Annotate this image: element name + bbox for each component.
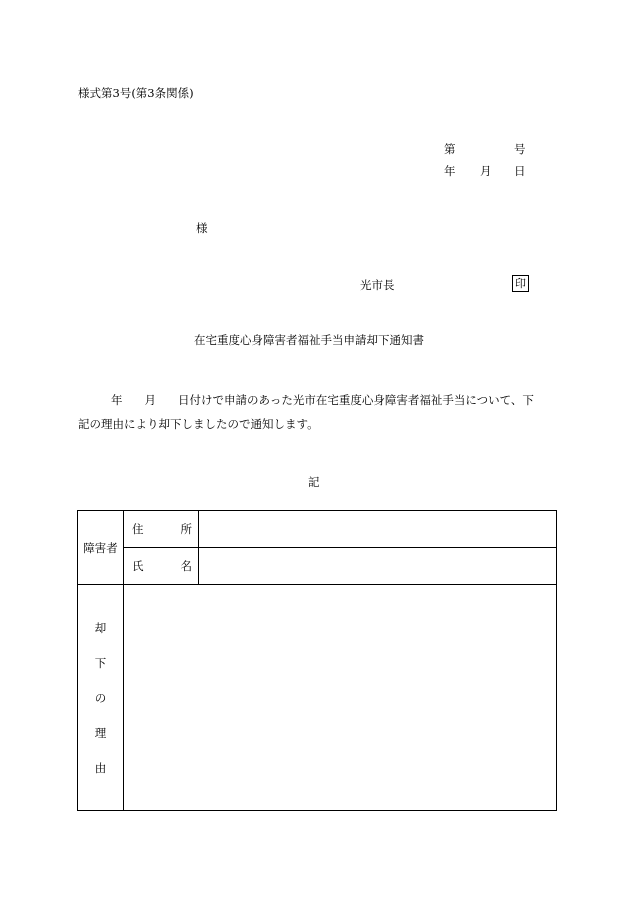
body-text-line-1 [111,392,534,408]
table-row [78,548,557,585]
document-number-suffix: 号 [514,142,526,156]
reason-value-cell[interactable] [124,585,557,811]
reason-label-char: 却 [94,620,107,635]
reason-label-char: の [94,690,107,705]
reason-label-cell [78,585,124,811]
applicant-table [77,510,557,811]
document-title: 在宅重度心身障害者福祉手当申請却下通知書 [194,333,424,347]
table-row [78,585,557,811]
addressee-suffix: 様 [196,221,208,235]
address-label-char: 住 [132,522,144,536]
body-month-label: 月 [144,393,156,407]
reason-label-char: 由 [94,760,107,775]
body-text-line-1-rest: 日付けで申請のあった光市在宅重度心身障害者福祉手当について、下 [178,393,534,407]
address-label-cell [124,511,199,548]
applicant-label-cell [78,511,124,585]
reason-label-char: 下 [94,655,107,670]
name-label-cell [124,548,199,585]
table-row [78,511,557,548]
date-month-label: 月 [480,164,492,178]
address-label-char: 所 [180,522,192,536]
applicant-label: 障害者 [83,540,118,555]
ki-heading: 記 [308,475,320,489]
address-value-cell[interactable] [199,511,557,548]
form-number: 様式第3号(第3条関係) [78,86,194,100]
date-year-label: 年 [444,164,456,178]
document-number-prefix: 第 [444,142,456,156]
issuer-name: 光市長 [360,278,395,292]
name-value-cell[interactable] [199,548,557,585]
body-year-label: 年 [111,393,123,407]
name-label-char: 名 [180,559,192,573]
reason-label-char: 理 [94,725,107,740]
body-text-line-2: 記の理由により却下しましたので通知します。 [78,417,319,431]
name-label-char: 氏 [132,559,144,573]
seal-mark: 印 [512,275,529,292]
date-day-label: 日 [514,164,526,178]
